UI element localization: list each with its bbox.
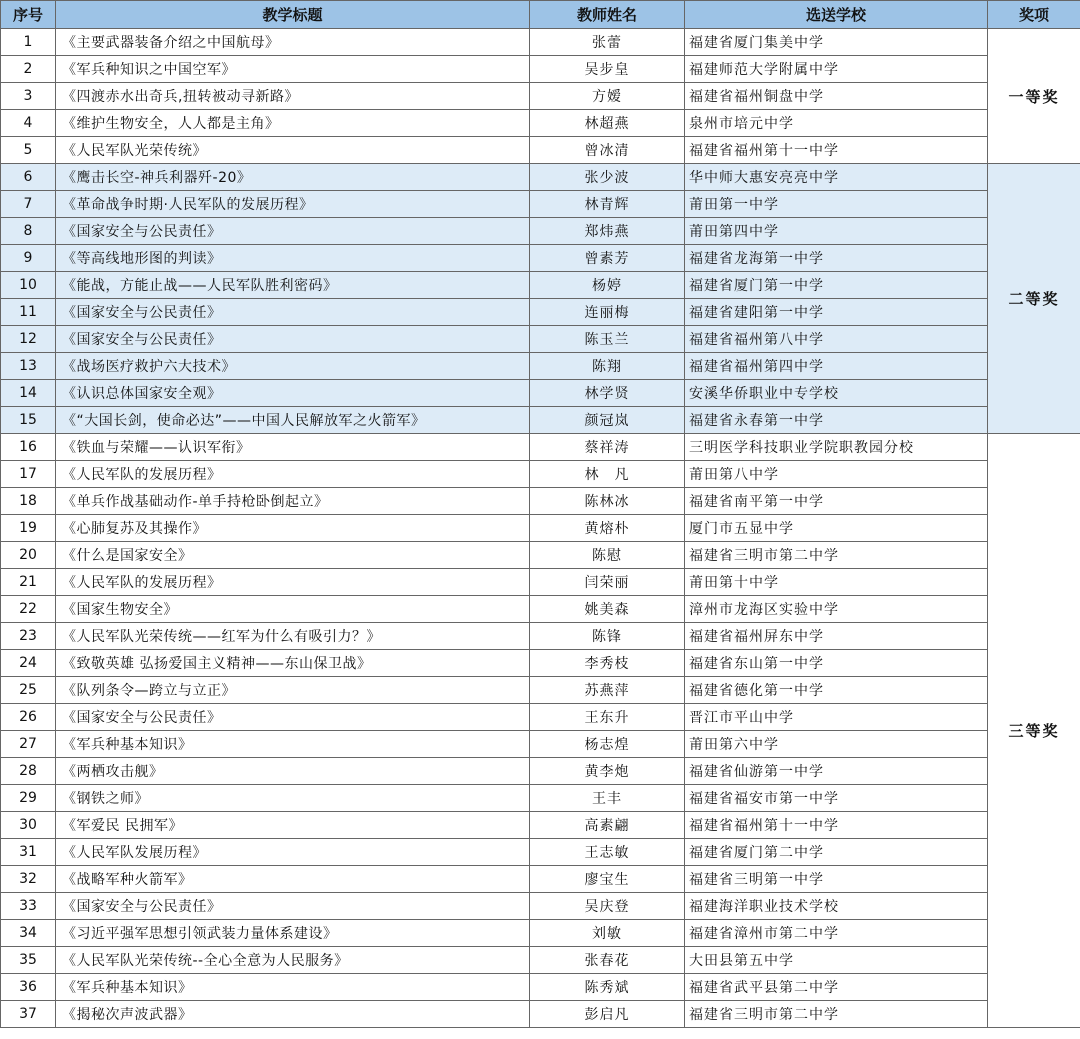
- row-title: 《能战，方能止战——人民军队胜利密码》: [56, 272, 530, 299]
- row-teacher: 李秀枝: [530, 650, 685, 677]
- table-row: [1, 326, 1080, 353]
- row-school: 福建省仙游第一中学: [685, 758, 988, 785]
- row-school: 福建省厦门第一中学: [685, 272, 988, 299]
- row-teacher: 吴步皇: [530, 56, 685, 83]
- row-teacher: 杨志煌: [530, 731, 685, 758]
- row-school: 泉州市培元中学: [685, 110, 988, 137]
- row-school: 莆田第一中学: [685, 191, 988, 218]
- table-row: [1, 488, 1080, 515]
- row-index: 5: [1, 137, 56, 164]
- table-row: [1, 974, 1080, 1001]
- row-title: 《战场医疗救护六大技术》: [56, 353, 530, 380]
- row-teacher: 蔡祥涛: [530, 434, 685, 461]
- row-teacher: 吴庆登: [530, 893, 685, 920]
- row-index: 10: [1, 272, 56, 299]
- row-index: 25: [1, 677, 56, 704]
- table-row: [1, 704, 1080, 731]
- row-school: 莆田第十中学: [685, 569, 988, 596]
- row-school: 大田县第五中学: [685, 947, 988, 974]
- row-teacher: 林学贤: [530, 380, 685, 407]
- award-cell-third: 三等奖: [988, 434, 1080, 1028]
- row-title: 《鹰击长空-神兵利器歼-20》: [56, 164, 530, 191]
- row-teacher: 黄熔朴: [530, 515, 685, 542]
- award-cell-first: 一等奖: [988, 29, 1080, 164]
- row-title: 《国家安全与公民责任》: [56, 893, 530, 920]
- table-row: [1, 380, 1080, 407]
- table-row: [1, 299, 1080, 326]
- row-index: 13: [1, 353, 56, 380]
- row-index: 6: [1, 164, 56, 191]
- row-school: 福建省福州第四中学: [685, 353, 988, 380]
- table-row: [1, 569, 1080, 596]
- row-index: 19: [1, 515, 56, 542]
- row-title: 《队列条令—跨立与立正》: [56, 677, 530, 704]
- row-title: 《人民军队的发展历程》: [56, 461, 530, 488]
- row-school: 福建省厦门集美中学: [685, 29, 988, 56]
- row-title: 《主要武器装备介绍之中国航母》: [56, 29, 530, 56]
- row-teacher: 陈玉兰: [530, 326, 685, 353]
- row-teacher: 林超燕: [530, 110, 685, 137]
- row-school: 福建省三明市第二中学: [685, 542, 988, 569]
- row-school: 福建省永春第一中学: [685, 407, 988, 434]
- row-index: 27: [1, 731, 56, 758]
- table-row: [1, 272, 1080, 299]
- row-title: 《人民军队发展历程》: [56, 839, 530, 866]
- row-teacher: 连丽梅: [530, 299, 685, 326]
- header-teacher: 教师姓名: [530, 1, 685, 29]
- table-row: [1, 29, 1080, 56]
- row-teacher: 王志敏: [530, 839, 685, 866]
- header-index: 序号: [1, 1, 56, 29]
- row-teacher: 王东升: [530, 704, 685, 731]
- table-row: [1, 731, 1080, 758]
- row-teacher: 苏燕萍: [530, 677, 685, 704]
- header-title: 教学标题: [56, 1, 530, 29]
- row-title: 《等高线地形图的判读》: [56, 245, 530, 272]
- row-teacher: 林 凡: [530, 461, 685, 488]
- row-title: 《致敬英雄 弘扬爱国主义精神——东山保卫战》: [56, 650, 530, 677]
- row-teacher: 刘敏: [530, 920, 685, 947]
- row-school: 三明医学科技职业学院职教园分校: [685, 434, 988, 461]
- row-index: 3: [1, 83, 56, 110]
- table-row: [1, 920, 1080, 947]
- row-index: 37: [1, 1001, 56, 1028]
- row-title: 《维护生物安全，人人都是主角》: [56, 110, 530, 137]
- row-index: 1: [1, 29, 56, 56]
- table-row: [1, 893, 1080, 920]
- row-school: 福建省三明第一中学: [685, 866, 988, 893]
- table-row: [1, 866, 1080, 893]
- row-teacher: 林青辉: [530, 191, 685, 218]
- row-teacher: 姚美森: [530, 596, 685, 623]
- table-row: [1, 191, 1080, 218]
- row-teacher: 张蕾: [530, 29, 685, 56]
- row-teacher: 杨婷: [530, 272, 685, 299]
- row-school: 漳州市龙海区实验中学: [685, 596, 988, 623]
- row-teacher: 曾冰清: [530, 137, 685, 164]
- row-school: 福建省福州铜盘中学: [685, 83, 988, 110]
- row-school: 厦门市五显中学: [685, 515, 988, 542]
- row-index: 29: [1, 785, 56, 812]
- row-teacher: 方嫒: [530, 83, 685, 110]
- row-index: 20: [1, 542, 56, 569]
- row-teacher: 闫荣丽: [530, 569, 685, 596]
- row-title: 《军兵种基本知识》: [56, 974, 530, 1001]
- table-row: [1, 515, 1080, 542]
- table-row: [1, 650, 1080, 677]
- table-header: [1, 1, 1080, 29]
- row-index: 15: [1, 407, 56, 434]
- row-title: 《习近平强军思想引领武装力量体系建设》: [56, 920, 530, 947]
- row-index: 17: [1, 461, 56, 488]
- table-row: [1, 839, 1080, 866]
- row-school: 福建省南平第一中学: [685, 488, 988, 515]
- table-body: [1, 29, 1080, 1028]
- row-teacher: 彭启凡: [530, 1001, 685, 1028]
- row-school: 福建师范大学附属中学: [685, 56, 988, 83]
- row-index: 35: [1, 947, 56, 974]
- row-teacher: 陈锋: [530, 623, 685, 650]
- row-title: 《四渡赤水出奇兵,扭转被动寻新路》: [56, 83, 530, 110]
- row-index: 36: [1, 974, 56, 1001]
- row-teacher: 廖宝生: [530, 866, 685, 893]
- row-school: 晋江市平山中学: [685, 704, 988, 731]
- row-title: 《“大国长剑，使命必达”——中国人民解放军之火箭军》: [56, 407, 530, 434]
- row-school: 福建省福州第八中学: [685, 326, 988, 353]
- row-title: 《心肺复苏及其操作》: [56, 515, 530, 542]
- table-row: [1, 110, 1080, 137]
- table-row: [1, 434, 1080, 461]
- row-title: 《两栖攻击舰》: [56, 758, 530, 785]
- row-index: 11: [1, 299, 56, 326]
- table-row: [1, 542, 1080, 569]
- row-index: 21: [1, 569, 56, 596]
- row-title: 《揭秘次声波武器》: [56, 1001, 530, 1028]
- row-title: 《认识总体国家安全观》: [56, 380, 530, 407]
- row-index: 34: [1, 920, 56, 947]
- row-index: 22: [1, 596, 56, 623]
- row-index: 18: [1, 488, 56, 515]
- row-index: 31: [1, 839, 56, 866]
- row-index: 32: [1, 866, 56, 893]
- table-row: [1, 812, 1080, 839]
- row-school: 福建省福州第十一中学: [685, 812, 988, 839]
- table-row: [1, 218, 1080, 245]
- table-row: [1, 461, 1080, 488]
- row-teacher: 王丰: [530, 785, 685, 812]
- row-title: 《军爱民 民拥军》: [56, 812, 530, 839]
- award-cell-second: 二等奖: [988, 164, 1080, 434]
- row-index: 33: [1, 893, 56, 920]
- table-row: [1, 947, 1080, 974]
- row-school: 福建省福安市第一中学: [685, 785, 988, 812]
- row-teacher: 陈慰: [530, 542, 685, 569]
- row-title: 《国家安全与公民责任》: [56, 704, 530, 731]
- row-index: 30: [1, 812, 56, 839]
- row-title: 《铁血与荣耀——认识军衔》: [56, 434, 530, 461]
- row-index: 8: [1, 218, 56, 245]
- row-teacher: 张春花: [530, 947, 685, 974]
- row-school: 福建省龙海第一中学: [685, 245, 988, 272]
- row-teacher: 陈秀斌: [530, 974, 685, 1001]
- row-index: 23: [1, 623, 56, 650]
- row-teacher: 陈林冰: [530, 488, 685, 515]
- row-school: 莆田第六中学: [685, 731, 988, 758]
- row-index: 12: [1, 326, 56, 353]
- table-row: [1, 596, 1080, 623]
- row-index: 16: [1, 434, 56, 461]
- row-teacher: 张少波: [530, 164, 685, 191]
- row-school: 华中师大惠安亮亮中学: [685, 164, 988, 191]
- table-row: [1, 137, 1080, 164]
- row-teacher: 高素翩: [530, 812, 685, 839]
- row-title: 《人民军队的发展历程》: [56, 569, 530, 596]
- row-index: 26: [1, 704, 56, 731]
- table-row: [1, 785, 1080, 812]
- header-row: [1, 1, 1080, 29]
- table-row: [1, 407, 1080, 434]
- row-title: 《战略军种火箭军》: [56, 866, 530, 893]
- row-school: 福建省漳州市第二中学: [685, 920, 988, 947]
- row-teacher: 颜冠岚: [530, 407, 685, 434]
- row-school: 福建海洋职业技术学校: [685, 893, 988, 920]
- table-row: [1, 1001, 1080, 1028]
- row-school: 福建省厦门第二中学: [685, 839, 988, 866]
- table-row: [1, 245, 1080, 272]
- row-teacher: 陈翔: [530, 353, 685, 380]
- row-school: 安溪华侨职业中专学校: [685, 380, 988, 407]
- row-school: 福建省德化第一中学: [685, 677, 988, 704]
- row-title: 《人民军队光荣传统》: [56, 137, 530, 164]
- row-school: 福建省武平县第二中学: [685, 974, 988, 1001]
- table-row: [1, 623, 1080, 650]
- row-title: 《人民军队光荣传统--全心全意为人民服务》: [56, 947, 530, 974]
- row-index: 14: [1, 380, 56, 407]
- row-index: 9: [1, 245, 56, 272]
- row-title: 《人民军队光荣传统——红军为什么有吸引力？》: [56, 623, 530, 650]
- row-index: 24: [1, 650, 56, 677]
- table-row: [1, 164, 1080, 191]
- row-title: 《单兵作战基础动作-单手持枪卧倒起立》: [56, 488, 530, 515]
- row-title: 《国家安全与公民责任》: [56, 299, 530, 326]
- table-row: [1, 56, 1080, 83]
- table-row: [1, 353, 1080, 380]
- row-title: 《什么是国家安全》: [56, 542, 530, 569]
- row-title: 《军兵种知识之中国空军》: [56, 56, 530, 83]
- row-title: 《国家生物安全》: [56, 596, 530, 623]
- row-school: 福建省福州屏东中学: [685, 623, 988, 650]
- row-title: 《国家安全与公民责任》: [56, 326, 530, 353]
- header-school: 选送学校: [685, 1, 988, 29]
- row-title: 《钢铁之师》: [56, 785, 530, 812]
- row-title: 《革命战争时期·人民军队的发展历程》: [56, 191, 530, 218]
- row-index: 7: [1, 191, 56, 218]
- row-school: 福建省东山第一中学: [685, 650, 988, 677]
- row-index: 4: [1, 110, 56, 137]
- row-school: 福建省建阳第一中学: [685, 299, 988, 326]
- row-school: 福建省福州第十一中学: [685, 137, 988, 164]
- table-row: [1, 758, 1080, 785]
- row-school: 莆田第四中学: [685, 218, 988, 245]
- table-row: [1, 677, 1080, 704]
- row-school: 福建省三明市第二中学: [685, 1001, 988, 1028]
- row-teacher: 曾素芳: [530, 245, 685, 272]
- row-index: 28: [1, 758, 56, 785]
- row-title: 《军兵种基本知识》: [56, 731, 530, 758]
- row-teacher: 郑炜燕: [530, 218, 685, 245]
- row-school: 莆田第八中学: [685, 461, 988, 488]
- row-title: 《国家安全与公民责任》: [56, 218, 530, 245]
- table-row: [1, 83, 1080, 110]
- header-award: 奖项: [988, 1, 1080, 29]
- row-teacher: 黄李炮: [530, 758, 685, 785]
- row-index: 2: [1, 56, 56, 83]
